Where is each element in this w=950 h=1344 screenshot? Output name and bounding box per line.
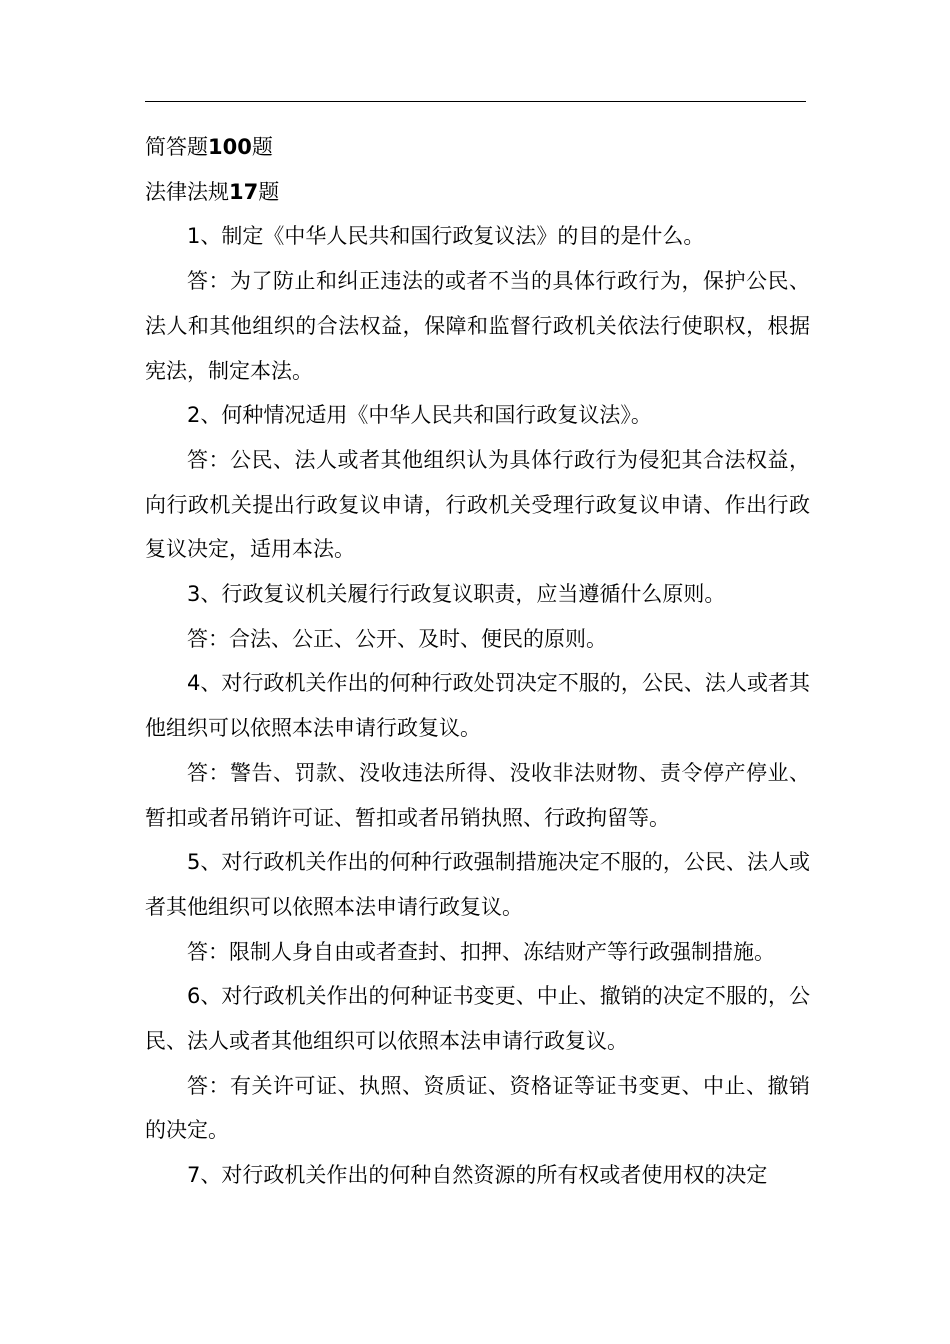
heading-suffix: 题	[251, 135, 273, 159]
answer-3: 答：合法、公正、公开、及时、便民的原则。	[187, 626, 607, 651]
answer-2: 答：公民、法人或者其他组织认为具体行政行为侵犯其合法权益，向行政机关提出行政复议申请，行政机关受理行政复议申请、作出行政复议决定，适用本法。	[145, 447, 810, 562]
question-7: 7、对行政机关作出的何种自然资源的所有权或者使用权的决定	[187, 1163, 768, 1188]
document-heading	[145, 125, 810, 170]
section-heading-suffix: 题	[258, 179, 280, 204]
section-heading-number: 17	[229, 179, 259, 204]
answer-6: 答：有关许可证、执照、资质证、资格证等证书变更、中止、撤销的决定。	[145, 1073, 810, 1143]
section-heading-text: 法律法规	[145, 179, 229, 204]
heading-text: 简答题	[145, 135, 208, 159]
answer-4: 答：警告、罚款、没收违法所得、没收非法财物、责令停产停业、暂扣或者吊销许可证、暂扣或者吊销执照、行政拘留等。	[145, 760, 810, 830]
section-heading	[145, 170, 810, 215]
question-4: 4、对行政机关作出的何种行政处罚决定不服的，公民、法人或者其他组织可以依照本法申请行政复议。	[145, 671, 810, 741]
heading-number: 100	[208, 135, 252, 159]
question-2: 2、何种情况适用《中华人民共和国行政复议法》。	[187, 403, 652, 428]
document-body	[145, 125, 810, 1198]
question-1: 1、制定《中华人民共和国行政复议法》的目的是什么。	[187, 224, 705, 249]
question-6: 6、对行政机关作出的何种证书变更、中止、撤销的决定不服的，公民、法人或者其他组织可以依照本法申请行政复议。	[145, 984, 810, 1054]
question-3: 3、行政复议机关履行行政复议职责，应当遵循什么原则。	[187, 582, 726, 607]
header-rule	[145, 101, 806, 102]
answer-1: 答：为了防止和纠正违法的或者不当的具体行政行为，保护公民、法人和其他组织的合法权益，保障和监督行政机关依法行使职权，根据宪法，制定本法。	[145, 269, 810, 383]
question-5: 5、对行政机关作出的何种行政强制措施决定不服的，公民、法人或者其他组织可以依照本法申请行政复议。	[145, 850, 810, 919]
answer-5: 答：限制人身自由或者查封、扣押、冻结财产等行政强制措施。	[187, 939, 775, 964]
